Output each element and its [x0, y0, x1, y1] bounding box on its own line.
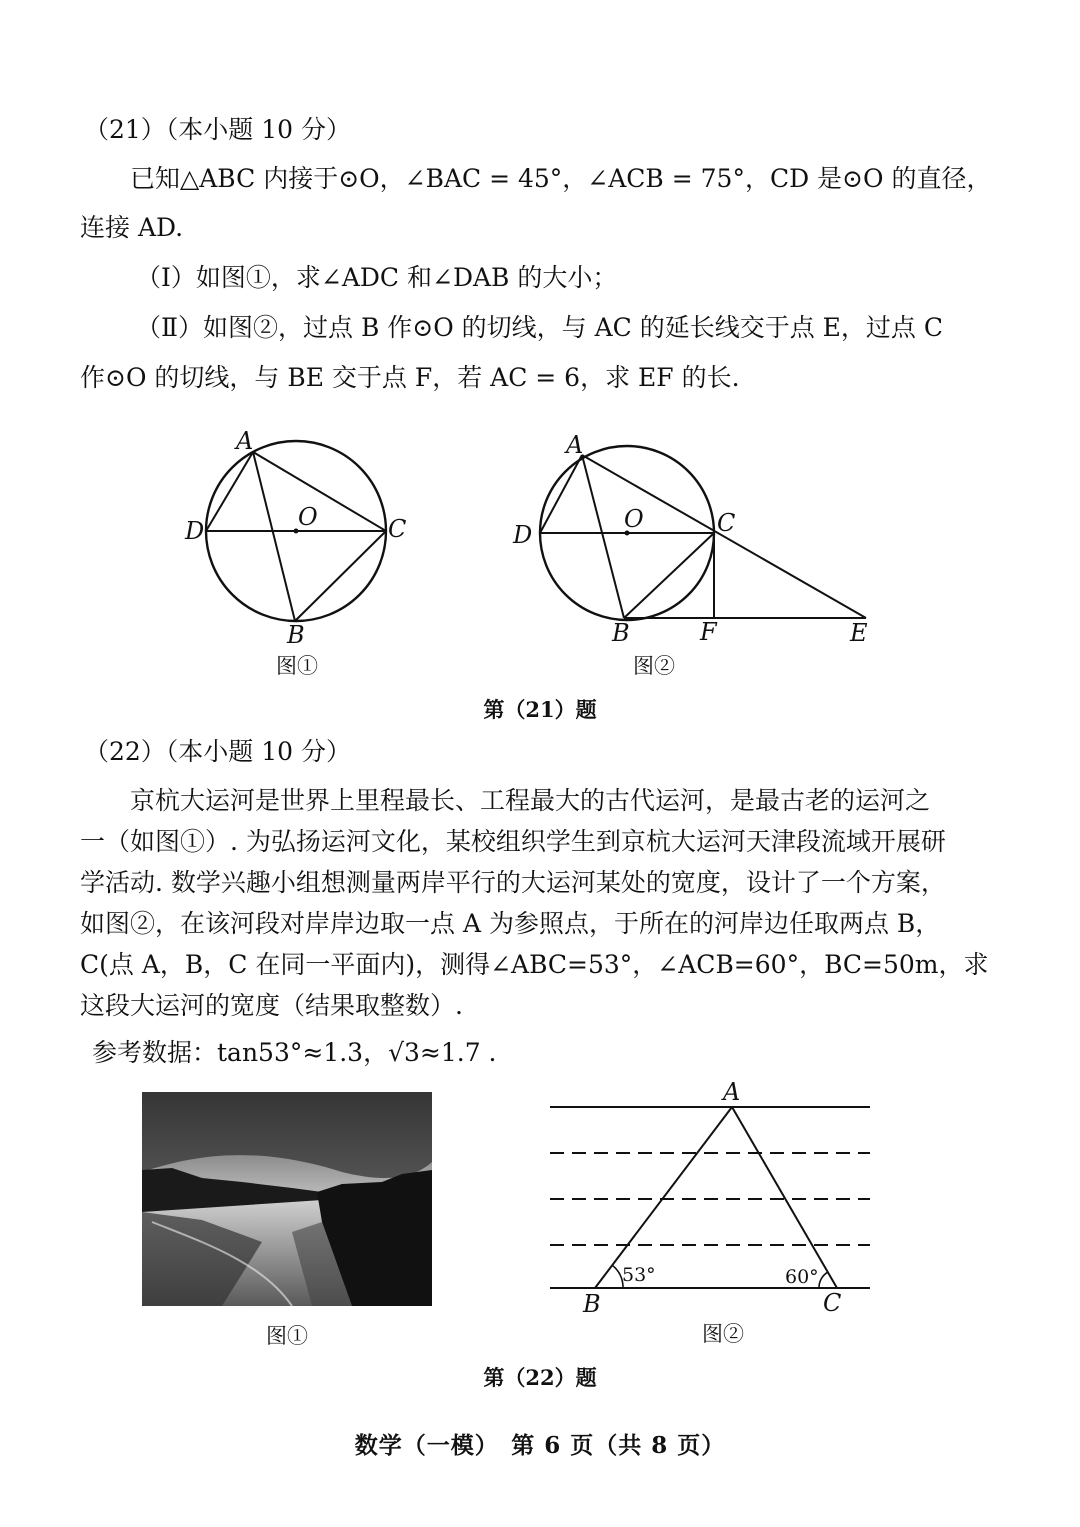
q22-line-2: 一（如图①）. 为弘扬运河文化，某校组织学生到京杭大运河天津段流域开展研 [80, 827, 946, 856]
label-b: B [612, 619, 630, 647]
segment-ac [253, 452, 386, 531]
q22-figure-2-caption: 图② [702, 1322, 744, 1346]
q21-figure-2-caption: 图② [633, 654, 675, 678]
q21-line-2: 连接 AD. [80, 213, 184, 242]
q21-figure-title: 第（21）题 [483, 697, 597, 722]
label-a: A [723, 1078, 741, 1106]
canal-photo [142, 1092, 432, 1306]
label-d: D [185, 517, 205, 545]
q22-line-3: 学活动. 数学兴趣小组想测量两岸平行的大运河某处的宽度，设计了一个方案， [80, 868, 946, 897]
segment-ad [206, 452, 253, 531]
angle-c-label: 60° [785, 1266, 819, 1288]
label-c: C [717, 509, 736, 537]
q21-figure-2 [510, 425, 910, 665]
label-f: F [700, 618, 717, 646]
q22-figure-1-caption: 图① [266, 1324, 308, 1348]
segment-ab [582, 455, 624, 618]
label-e: E [850, 619, 868, 647]
label-c: C [823, 1289, 842, 1317]
segment-ac [732, 1107, 837, 1288]
segment-ad [540, 455, 582, 533]
label-a: A [566, 431, 584, 459]
label-c: C [388, 515, 407, 543]
label-d: D [513, 521, 533, 549]
q21-line-5: 作⊙O 的切线，与 BE 交于点 F，若 AC = 6，求 EF 的长. [80, 363, 740, 392]
q22-figure-2 [545, 1075, 885, 1318]
angle-c-arc [819, 1272, 828, 1288]
q22-line-4: 如图②，在该河段对岸岸边取一点 A 为参照点，于所在的河岸边任取两点 B， [80, 909, 941, 938]
q22-line-5: C(点 A，B，C 在同一平面内)，测得∠ABC=53°，∠ACB=60°，BC=50m，求 [80, 950, 989, 979]
q22-line-6: 这段大运河的宽度（结果取整数）. [80, 991, 463, 1020]
segment-bc [624, 533, 714, 618]
angle-b-label: 53° [622, 1264, 656, 1286]
segment-bc [295, 531, 386, 621]
label-o: O [298, 503, 318, 531]
q21-line-4: （Ⅱ）如图②，过点 B 作⊙O 的切线，与 AC 的延长线交于点 E，过点 C [136, 313, 943, 342]
q22-heading: （22）（本小题 10 分） [84, 737, 352, 766]
q22-figure-title: 第（22）题 [483, 1365, 597, 1390]
segment-ab [253, 452, 295, 621]
label-b: B [583, 1290, 601, 1318]
segment-ab [595, 1107, 732, 1288]
q22-line-1: 京杭大运河是世界上里程最长、工程最大的古代运河，是最古老的运河之 [130, 786, 931, 815]
label-b: B [287, 621, 305, 649]
page-footer: 数学（一模） 第 6 页（共 8 页） [354, 1432, 726, 1459]
q21-line-3: （Ⅰ）如图①，求∠ADC 和∠DAB 的大小； [136, 263, 618, 292]
q21-line-1: 已知△ABC 内接于⊙O，∠BAC = 45°，∠ACB = 75°，CD 是⊙O 的直径， [130, 164, 992, 193]
q21-figure-1 [180, 425, 440, 665]
q21-figure-1-caption: 图① [276, 654, 318, 678]
q22-reference-data: 参考数据：tan53°≈1.3，√3≈1.7 . [92, 1038, 497, 1067]
label-a: A [236, 427, 254, 455]
q21-heading: （21）（本小题 10 分） [84, 115, 352, 144]
label-o: O [624, 505, 644, 533]
